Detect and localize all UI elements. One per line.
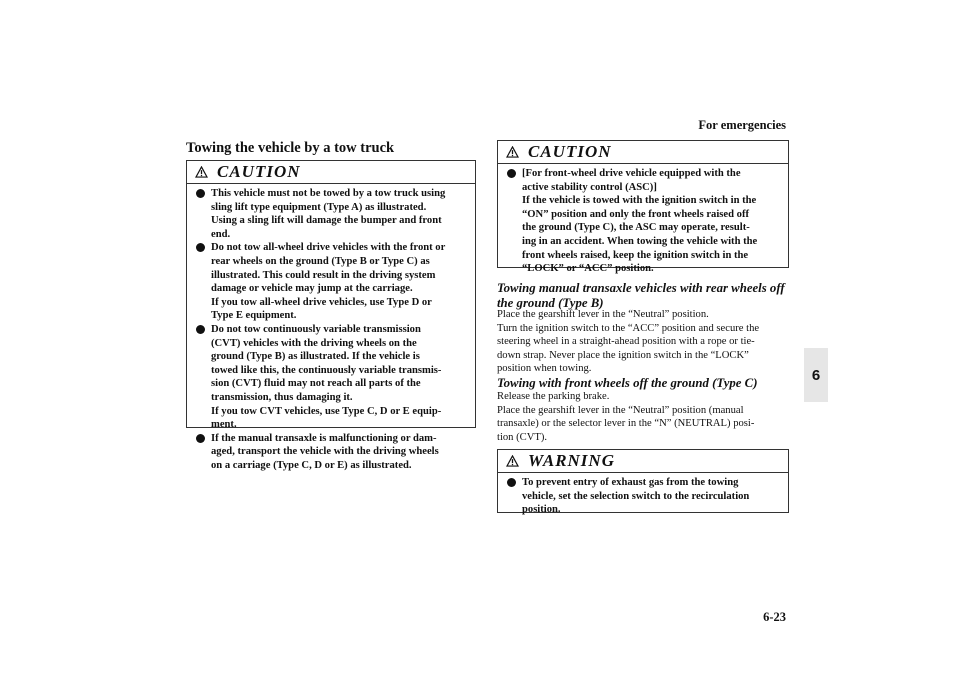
text-line: Place the gearshift lever in the “Neutral” position (manual — [497, 404, 744, 416]
text-line: ing in an accident. When towing the vehicle with the — [522, 235, 758, 247]
bullet-icon — [507, 478, 516, 487]
page-number: 6-23 — [763, 610, 786, 624]
text-line: If you tow all-wheel drive vehicles, use Type D or — [211, 296, 432, 308]
warning-triangle-icon — [506, 146, 519, 158]
caution-header — [187, 161, 475, 184]
warning-list — [506, 476, 780, 517]
caution-box-left — [186, 160, 476, 471]
text-line: end. — [211, 228, 231, 240]
text-line: transmission, thus damaging it. — [211, 391, 353, 403]
text-line: towed like this, the continuously variable transmis- — [211, 364, 442, 376]
text-line: illustrated. This could result in the driving system — [211, 269, 436, 281]
text-line: down strap. Never place the ignition switch in the “LOCK” — [497, 349, 749, 361]
header-title: For emergencies — [698, 118, 786, 132]
bullet-icon — [196, 434, 205, 443]
type-b-body — [497, 308, 789, 376]
text-line: damage or vehicle may jump at the carriage. — [211, 283, 413, 295]
caution-list — [195, 187, 467, 472]
bullet-icon — [196, 243, 205, 252]
text-line: Release the parking brake. — [497, 391, 610, 402]
text-line: front wheels raised, keep the ignition switch in the — [522, 249, 749, 261]
type-c-body — [497, 390, 789, 444]
text-line: tion (CVT). — [497, 431, 548, 443]
warning-box — [497, 449, 789, 516]
text-line: position. — [522, 504, 561, 516]
caution-box-right — [497, 140, 789, 275]
bullet-icon — [196, 325, 205, 334]
warning-title: WARNING — [528, 451, 615, 470]
text-line: Do not tow all-wheel drive vehicles with the front or — [211, 242, 446, 254]
text-line: Using a sling lift will damage the bumper and front — [211, 215, 442, 227]
text-line: Place the gearshift lever in the “Neutral” position. — [497, 309, 709, 320]
text-line: ment. — [211, 419, 237, 431]
caution-title: CAUTION — [217, 162, 301, 181]
warning-triangle-icon — [195, 166, 208, 178]
warning-header — [498, 450, 788, 473]
text-line: This vehicle must not be towed by a tow truck using — [211, 188, 446, 199]
section-heading: Towing the vehicle by a tow truck — [186, 140, 395, 156]
text-line: vehicle, set the selection switch to the recirculation — [522, 490, 750, 502]
type-b-heading — [497, 281, 789, 310]
text-line: position when towing. — [497, 363, 592, 375]
warning-triangle-icon — [506, 455, 519, 467]
text-line: aged, transport the vehicle with the driving wheels — [211, 446, 439, 458]
text-line: Type E equipment. — [211, 310, 297, 322]
text-line: the ground (Type B) — [497, 295, 604, 310]
notice-item — [195, 432, 467, 473]
text-line: Towing manual transaxle vehicles with rear wheels off — [497, 281, 785, 295]
text-line: If you tow CVT vehicles, use Type C, D or E equip- — [211, 405, 442, 417]
text-line: “ON” position and only the front wheels raised off — [522, 208, 749, 220]
text-line: sion (CVT) fluid may not reach all parts of the — [211, 378, 421, 390]
notice-item — [506, 167, 780, 276]
caution-list — [506, 167, 780, 276]
notice-item — [195, 187, 467, 241]
text-line: Towing with front wheels off the ground (Type C) — [497, 376, 758, 390]
text-line: sling lift type equipment (Type A) as illustrated. — [211, 201, 427, 213]
text-line: If the manual transaxle is malfunctioning or dam- — [211, 432, 437, 444]
text-line: ground (Type B) as illustrated. If the vehicle is — [211, 351, 420, 363]
text-line: Do not tow continuously variable transmission — [211, 323, 421, 335]
text-line: (CVT) vehicles with the driving wheels on the — [211, 337, 417, 349]
text-line: [For front-wheel drive vehicle equipped with the — [522, 168, 741, 179]
text-line: rear wheels on the ground (Type B or Type C) as — [211, 255, 430, 267]
text-line: To prevent entry of exhaust gas from the towing — [522, 477, 739, 488]
notice-item — [506, 476, 780, 517]
text-line: transaxle) or the selector lever in the “N” (NEUTRAL) posi- — [497, 418, 755, 430]
text-line: steering wheel in a straight-ahead position with a rope or tie- — [497, 336, 755, 348]
caution-title: CAUTION — [528, 142, 612, 161]
caution-header — [498, 141, 788, 164]
bullet-icon — [507, 169, 516, 178]
type-c-heading — [497, 376, 789, 391]
text-line: active stability control (ASC)] — [522, 181, 657, 193]
text-line: Turn the ignition switch to the “ACC” position and secure the — [497, 322, 760, 334]
chapter-tab: 6 — [804, 348, 828, 402]
text-line: If the vehicle is towed with the ignition switch in the — [522, 195, 757, 207]
notice-item — [195, 241, 467, 323]
bullet-icon — [196, 189, 205, 198]
notice-item — [195, 323, 467, 432]
text-line: on a carriage (Type C, D or E) as illustrated. — [211, 459, 412, 471]
text-line: the ground (Type C), the ASC may operate, result- — [522, 222, 750, 234]
text-line: “LOCK” or “ACC” position. — [522, 263, 654, 275]
